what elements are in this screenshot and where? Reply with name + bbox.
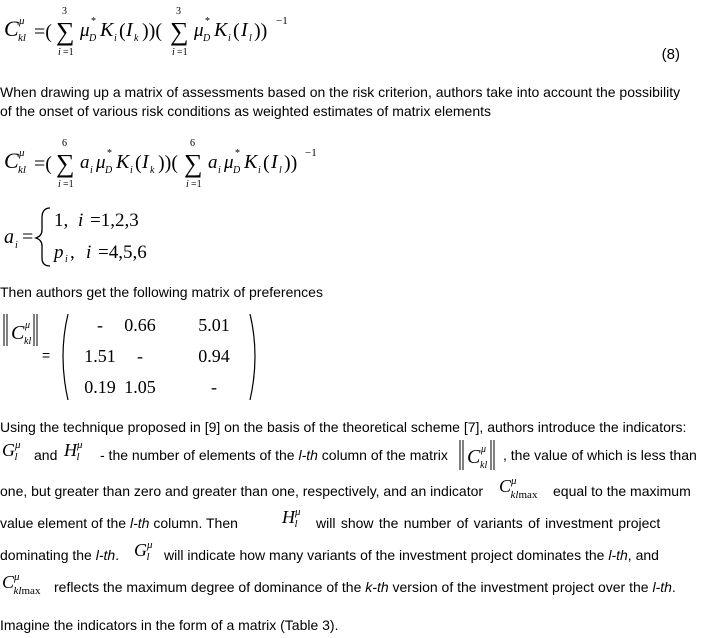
svg-text:i: i <box>78 210 84 231</box>
svg-text:∑: ∑ <box>56 149 75 178</box>
svg-text:i: i <box>228 33 231 44</box>
paragraph-1-line-2: of the onset of various risk conditions as weighted estimates of matrix elements <box>0 103 492 119</box>
svg-text:μ: μ <box>80 20 90 41</box>
svg-text:)): )) <box>284 152 298 174</box>
matrix-cell-3-2: 1.05 <box>124 377 156 397</box>
svg-text:kl: kl <box>480 460 488 471</box>
svg-text:kl: kl <box>18 164 26 176</box>
p3-column-matrix: column of the matrix <box>321 447 448 463</box>
matrix-cell-2-3: 0.94 <box>198 346 230 366</box>
symbol-C-max-2: $C^\mu_{klmax}$ <box>2 571 41 597</box>
svg-text:k: k <box>134 33 139 44</box>
svg-text:μ: μ <box>224 152 234 173</box>
matrix-equals: = <box>42 347 51 363</box>
svg-text:D: D <box>233 165 241 176</box>
svg-text:i: i <box>218 165 221 176</box>
svg-text:i: i <box>86 242 92 263</box>
svg-text:=: = <box>22 226 34 248</box>
svg-text:p: p <box>54 242 64 263</box>
svg-text:))(: ))( <box>142 20 162 42</box>
p3-line-5a: dominating the <box>0 547 92 563</box>
matrix-cell-1-3: 5.01 <box>198 315 230 335</box>
svg-text:=1: =1 <box>63 179 74 190</box>
preference-matrix <box>56 312 268 402</box>
matrix-cell-3-1: 0.19 <box>84 377 116 397</box>
symbol-G: $G^\mu_l$ <box>2 439 21 463</box>
svg-text:K: K <box>116 151 130 173</box>
p3-line-5d: will indicate how many variants of the investment project dominates the <box>164 547 605 563</box>
svg-text:K: K <box>244 151 258 173</box>
symbol-G-2: $G^\mu_l$ <box>134 539 153 563</box>
svg-text:−1: −1 <box>276 15 288 27</box>
p3-line-3b: equal to the maximum <box>553 483 691 499</box>
svg-text:∑: ∑ <box>56 17 75 46</box>
p3-lth-4: l-th <box>608 547 628 563</box>
svg-text:C: C <box>4 16 19 41</box>
svg-text:l: l <box>249 33 252 44</box>
svg-text:μ: μ <box>96 152 106 173</box>
p3-lth-3: l-th <box>95 547 116 563</box>
svg-text:=4,5,6: =4,5,6 <box>98 242 147 263</box>
matrix-norm-symbol <box>0 306 40 348</box>
svg-text:*: * <box>91 16 96 27</box>
symbol-H: $H^\mu_l$ <box>64 439 83 463</box>
svg-text:=1: =1 <box>63 47 74 58</box>
p3-line-4d: will show the number of variants of investment project <box>316 515 661 531</box>
svg-text:i: i <box>58 47 61 58</box>
formula-8 <box>0 0 300 62</box>
p3-line-6c: version of the investment project over the <box>392 579 649 595</box>
p3-line-3a: one, but greater than zero and greater than one, respectively, and an indicator <box>0 483 484 499</box>
svg-text:a: a <box>208 152 218 173</box>
svg-text:=(: =( <box>34 153 52 175</box>
svg-text:a: a <box>4 226 14 248</box>
paragraph-2: Then authors get the following matrix of preferences <box>0 284 323 300</box>
svg-text:D: D <box>105 165 113 176</box>
svg-text:)): )) <box>254 20 268 42</box>
p3-lth-5: l-th <box>652 579 672 595</box>
svg-text:I: I <box>241 19 248 41</box>
matrix-cell-2-1: 1.51 <box>84 346 116 366</box>
matrix-cell-1-2: 0.66 <box>124 315 156 335</box>
svg-text:D: D <box>89 33 97 44</box>
svg-text:I: I <box>126 19 133 41</box>
p3-line-5c: . <box>115 547 120 563</box>
svg-text:μ: μ <box>25 320 31 331</box>
svg-text:(: ( <box>263 152 270 174</box>
svg-text:a: a <box>80 152 90 173</box>
p3-line-6e: . <box>671 579 676 595</box>
svg-text:=1: =1 <box>177 47 188 58</box>
paragraph-3-line-1: Using the technique proposed in [9] on the basis of the theoretical scheme [7], authors introduce the indicators: <box>0 419 687 435</box>
matrix-cell-1-1: - <box>97 315 103 335</box>
paragraph-1-line-1: When drawing up a matrix of assessments based on the risk criterion, authors take into account the possibility <box>0 84 681 100</box>
svg-text:K: K <box>214 19 228 41</box>
svg-text:,: , <box>70 242 75 263</box>
svg-text:i: i <box>58 179 61 190</box>
svg-text:(: ( <box>135 152 142 174</box>
p3-lth-1: l-th <box>298 447 318 463</box>
p3-line-5f: , and <box>627 547 659 563</box>
svg-text:=1,2,3: =1,2,3 <box>90 210 139 231</box>
svg-text:D: D <box>203 33 211 44</box>
svg-text:i: i <box>186 179 189 190</box>
formula-weighted <box>0 132 340 194</box>
svg-text:μ: μ <box>194 20 204 41</box>
svg-text:C: C <box>4 148 19 173</box>
svg-text:=1: =1 <box>191 179 202 190</box>
p3-less-than: , the value of which is less than <box>503 447 697 463</box>
p3-number-text: - the number of elements of the <box>100 447 295 463</box>
svg-text:l: l <box>279 165 282 176</box>
p3-line-4a: value element of the <box>0 515 127 531</box>
svg-text:kl: kl <box>24 336 32 347</box>
p3-lth-2: l-th <box>129 515 150 531</box>
svg-text:3: 3 <box>176 6 181 17</box>
svg-text:1,: 1, <box>54 210 69 231</box>
svg-text:=(: =( <box>34 21 52 43</box>
svg-text:i: i <box>90 165 93 176</box>
symbol-H-2: $H^\mu_l$ <box>282 506 301 530</box>
svg-text:kl: kl <box>18 32 26 44</box>
svg-text:I: I <box>271 151 278 173</box>
svg-text:∑: ∑ <box>184 149 203 178</box>
matrix-cell-2-2: - <box>137 346 143 366</box>
svg-text:6: 6 <box>190 138 195 149</box>
svg-text:i: i <box>114 33 117 44</box>
svg-text:μ: μ <box>19 147 25 159</box>
p3-and: and <box>34 447 58 463</box>
svg-text:μ: μ <box>19 15 25 27</box>
p3-line-6a: reflects the maximum degree of dominance of the <box>54 579 362 595</box>
svg-text:))(: ))( <box>158 152 178 174</box>
svg-text:i: i <box>130 165 133 176</box>
svg-text:(: ( <box>233 20 240 42</box>
svg-text:i: i <box>172 47 175 58</box>
svg-text:−1: −1 <box>305 147 317 159</box>
svg-text:I: I <box>142 151 149 173</box>
matrix-cell-3-3: - <box>211 377 217 397</box>
svg-text:K: K <box>100 19 114 41</box>
svg-text:3: 3 <box>62 6 67 17</box>
svg-text:*: * <box>205 16 210 27</box>
svg-text:6: 6 <box>62 138 67 149</box>
p3-line-4c: column. Then <box>153 515 238 531</box>
paragraph-4: Imagine the indicators in the form of a matrix (Table 3). <box>0 617 339 633</box>
svg-text:i: i <box>65 254 68 265</box>
svg-text:∑: ∑ <box>170 17 189 46</box>
formula-piecewise <box>0 200 200 270</box>
svg-text:C: C <box>11 322 25 344</box>
svg-text:k: k <box>150 165 155 176</box>
svg-text:(: ( <box>119 20 126 42</box>
svg-text:μ: μ <box>481 444 487 455</box>
svg-text:i: i <box>258 165 261 176</box>
svg-text:*: * <box>235 148 240 159</box>
svg-text:C: C <box>467 446 481 468</box>
symbol-C-max: $C^\mu_{klmax}$ <box>499 475 538 501</box>
svg-text:i: i <box>15 240 18 251</box>
svg-text:*: * <box>107 148 112 159</box>
p3-kth: k-th <box>365 579 389 595</box>
matrix-norm-inline <box>456 438 506 472</box>
equation-number: (8) <box>661 46 680 63</box>
